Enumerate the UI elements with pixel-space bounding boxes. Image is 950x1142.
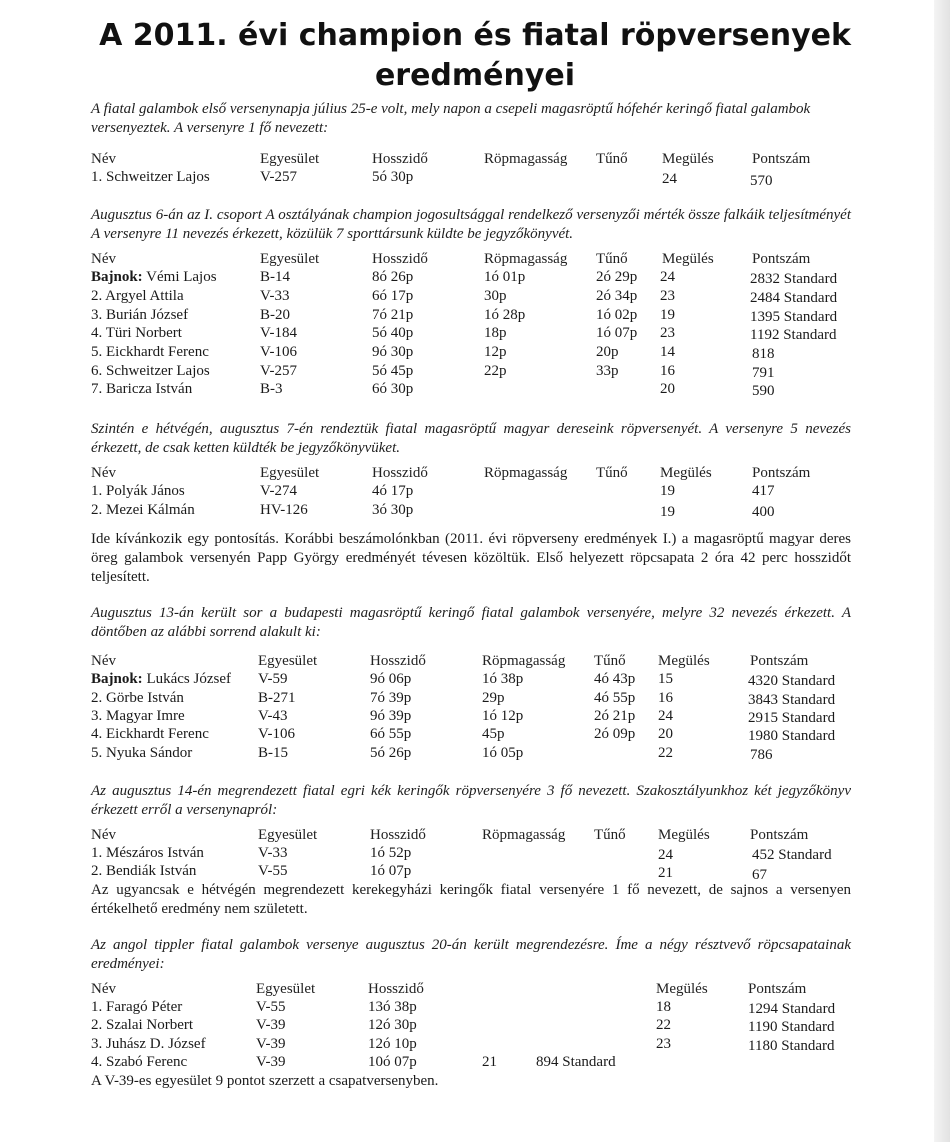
table-row — [0, 501, 950, 520]
cell-duration: 12ó 10p — [368, 1036, 417, 1052]
section-5-header-row — [0, 826, 950, 845]
col-points-header: Pontszám — [750, 653, 809, 669]
cell-landing: 24 — [658, 708, 673, 724]
cell-duration: 6ó 17p — [372, 288, 414, 304]
section-6-header-row — [0, 980, 950, 999]
col-landing-header: Megülés — [662, 251, 714, 267]
cell-duration: 5ó 45p — [372, 363, 414, 379]
table-row-champion — [0, 268, 950, 287]
table-row — [0, 168, 950, 187]
cell-height: 22p — [484, 363, 507, 379]
table-row — [0, 324, 950, 343]
cell-name: 2. Szalai Norbert — [91, 1017, 194, 1033]
cell-vanish: 4ó 43p — [594, 671, 636, 687]
cell-club: V-55 — [256, 999, 286, 1015]
col-name-header: Név — [91, 251, 116, 267]
col-name-header: Név — [91, 151, 116, 167]
col-landing-header: Megülés — [656, 981, 708, 997]
section-5-note: Az ugyancsak e hétvégén megrendezett kerekegyházi keringők fiatal versenyére 1 fő nevezett, de sajnos a versenyen értékelhető eredmény nem született. — [91, 882, 851, 917]
cell-club: V-184 — [260, 325, 297, 341]
table-row — [0, 689, 950, 708]
col-vanish-header: Tűnő — [596, 465, 628, 481]
cell-club: V-33 — [258, 845, 288, 861]
table-row — [0, 998, 950, 1017]
table-row — [0, 707, 950, 726]
cell-height: 1ó 28p — [484, 307, 526, 323]
cell-club: V-39 — [256, 1017, 286, 1033]
cell-points: 590 — [752, 383, 775, 399]
col-club-header: Egyesület — [260, 251, 320, 267]
table-row — [0, 306, 950, 325]
table-row — [0, 1016, 950, 1035]
col-vanish-header: Tűnő — [596, 151, 628, 167]
cell-landing: 14 — [660, 344, 675, 360]
col-club-header: Egyesület — [258, 827, 318, 843]
col-height-header: Röpmagasság — [484, 465, 568, 481]
cell-vanish: 2ó 09p — [594, 726, 636, 742]
cell-points: 4320 Standard — [748, 673, 836, 689]
cell-club: V-59 — [258, 671, 288, 687]
section-1-header-row — [0, 150, 950, 169]
cell-landing: 24 — [660, 269, 675, 285]
champion-label: Bajnok: — [91, 671, 143, 687]
cell-duration: 7ó 21p — [372, 307, 414, 323]
cell-height: 1ó 38p — [482, 671, 524, 687]
col-duration-header: Hosszidő — [372, 151, 428, 167]
cell-vanish: 20p — [596, 344, 619, 360]
cell-club: V-274 — [260, 483, 297, 499]
col-vanish-header: Tűnő — [596, 251, 628, 267]
cell-landing: 21 — [658, 865, 673, 881]
col-height-header: Röpmagasság — [482, 827, 566, 843]
cell-duration: 1ó 07p — [370, 863, 412, 879]
section-5-intro: Az augusztus 14-én megrendezett fiatal egri kék keringők röpversenyére 3 fő nevezett. Szakosztályunkhoz két jegyzőkönyv érkezett erről a versenynapról: — [91, 783, 851, 818]
cell-name: 3. Magyar Imre — [91, 708, 185, 724]
cell-vanish: 2ó 21p — [594, 708, 636, 724]
cell-name: 5. Nyuka Sándor — [91, 745, 193, 761]
cell-points: 570 — [750, 173, 773, 189]
cell-points: 452 Standard — [752, 847, 832, 863]
cell-name: 3. Burián József — [91, 307, 189, 323]
cell-height: 12p — [484, 344, 507, 360]
cell-landing: 22 — [658, 745, 673, 761]
col-landing-header: Megülés — [658, 827, 710, 843]
cell-points: 417 — [752, 483, 775, 499]
col-height-header: Röpmagasság — [482, 653, 566, 669]
cell-name: 4. Eickhardt Ferenc — [91, 726, 209, 742]
cell-duration: 3ó 30p — [372, 502, 414, 518]
cell-points: 2484 Standard — [750, 290, 838, 306]
table-row — [0, 862, 950, 881]
col-club-header: Egyesület — [258, 653, 318, 669]
cell-name: 1. Faragó Péter — [91, 999, 183, 1015]
col-vanish-header: Tűnő — [594, 653, 626, 669]
cell-height: 1ó 05p — [482, 745, 524, 761]
cell-name: 7. Baricza István — [91, 381, 193, 397]
cell-vanish: 2ó 34p — [596, 288, 638, 304]
cell-points: 1192 Standard — [750, 327, 837, 343]
cell-points: 791 — [752, 365, 775, 381]
cell-name: Bajnok: Vémi Lajos — [91, 269, 217, 285]
col-name-header: Név — [91, 653, 116, 669]
section-2-header-row — [0, 250, 950, 269]
cell-name: 4. Szabó Ferenc — [91, 1054, 188, 1070]
cell-club: V-43 — [258, 708, 288, 724]
cell-landing: 22 — [656, 1017, 671, 1033]
cell-club: B-271 — [258, 690, 296, 706]
table-row — [0, 362, 950, 381]
cell-landing: 23 — [660, 325, 675, 341]
table-row — [0, 844, 950, 863]
col-landing-header: Megülés — [662, 151, 714, 167]
col-points-header: Pontszám — [748, 981, 807, 997]
col-name-header: Név — [91, 827, 116, 843]
col-points-header: Pontszám — [752, 151, 811, 167]
section-4-header-row — [0, 652, 950, 671]
cell-club: B-15 — [258, 745, 288, 761]
cell-duration: 9ó 06p — [370, 671, 412, 687]
cell-landing: 19 — [660, 504, 675, 520]
col-vanish-header: Tűnő — [594, 827, 626, 843]
page-title-line-2: eredményei — [374, 58, 576, 93]
table-row — [0, 744, 950, 763]
col-points-header: Pontszám — [752, 251, 811, 267]
cell-landing: 23 — [660, 288, 675, 304]
cell-vanish: 33p — [596, 363, 619, 379]
cell-duration: 5ó 30p — [372, 169, 414, 185]
cell-name: 2. Bendiák István — [91, 863, 197, 879]
cell-points: 1180 Standard — [748, 1038, 835, 1054]
col-landing-header: Megülés — [660, 465, 712, 481]
table-row — [0, 287, 950, 306]
table-row — [0, 1053, 950, 1072]
cell-points: 1294 Standard — [748, 1001, 836, 1017]
cell-points: 3843 Standard — [748, 692, 836, 708]
cell-club: V-257 — [260, 169, 297, 185]
cell-club: V-55 — [258, 863, 288, 879]
cell-points: 2915 Standard — [748, 710, 836, 726]
cell-points: 1395 Standard — [750, 309, 838, 325]
cell-points: 786 — [750, 747, 773, 763]
cell-height: 29p — [482, 690, 505, 706]
cell-vanish: 4ó 55p — [594, 690, 636, 706]
cell-points: 894 Standard — [536, 1054, 616, 1070]
col-duration-header: Hosszidő — [368, 981, 424, 997]
col-points-header: Pontszám — [752, 465, 811, 481]
cell-landing: 16 — [660, 363, 675, 379]
cell-landing: 20 — [658, 726, 673, 742]
col-duration-header: Hosszidő — [370, 653, 426, 669]
cell-vanish: 1ó 02p — [596, 307, 638, 323]
cell-points: 2832 Standard — [750, 271, 838, 287]
cell-name: 2. Argyel Attila — [91, 288, 184, 304]
cell-club: B-3 — [260, 381, 283, 397]
cell-height: 1ó 12p — [482, 708, 524, 724]
table-row — [0, 1035, 950, 1054]
cell-name: 2. Mezei Kálmán — [91, 502, 195, 518]
cell-name: 1. Schweitzer Lajos — [91, 169, 210, 185]
correction-note: Ide kívánkozik egy pontosítás. Korábbi beszámolónkban (2011. évi röpverseny eredmények I.) a magasröptű magyar deres öreg galambok versenyén Papp György eredményét tévesen közöltük. Első helyezett röpcsapata 2 óra 42 perc hosszidőt teljesített. — [91, 531, 851, 585]
cell-duration: 8ó 26p — [372, 269, 414, 285]
section-6-note: A V-39-es egyesület 9 pontot szerzett a csapatversenyben. — [91, 1073, 439, 1089]
cell-height: 18p — [484, 325, 507, 341]
section-3-header-row — [0, 464, 950, 483]
cell-duration: 4ó 17p — [372, 483, 414, 499]
section-2-intro: Augusztus 6-án az I. csoport A osztályának champion jogosultsággal rendelkező versenyzői mérték össze falkáik teljesítményét A versenyre 11 nevezés érkezett, közülük 7 sporttársunk küldte be jegyzőkönyvét. — [91, 207, 851, 242]
section-3-intro: Szintén e hétvégén, augusztus 7-én rendeztük fiatal magasröptű magyar dereseink röpversenyét. A versenyre 5 nevezés érkezett, de csak ketten küldték be jegyzőkönyvüket. — [91, 421, 851, 456]
cell-club: HV-126 — [260, 502, 308, 518]
cell-duration: 10ó 07p — [368, 1054, 417, 1070]
cell-club: V-33 — [260, 288, 290, 304]
cell-club: V-257 — [260, 363, 297, 379]
table-row — [0, 725, 950, 744]
cell-points: 400 — [752, 504, 775, 520]
cell-duration: 5ó 26p — [370, 745, 412, 761]
cell-vanish: 1ó 07p — [596, 325, 638, 341]
cell-club: B-14 — [260, 269, 290, 285]
cell-landing: 18 — [656, 999, 671, 1015]
cell-landing: 24 — [658, 847, 673, 863]
col-duration-header: Hosszidő — [372, 465, 428, 481]
cell-club: V-39 — [256, 1054, 286, 1070]
section-4-intro: Augusztus 13-án került sor a budapesti magasröptű keringő fiatal galambok versenyére, melyre 32 nevezés érkezett. A döntőben az alábbi sorrend alakult ki: — [91, 605, 851, 640]
cell-landing: 19 — [660, 483, 675, 499]
col-club-header: Egyesület — [260, 151, 320, 167]
cell-vanish: 2ó 29p — [596, 269, 638, 285]
cell-name: 5. Eickhardt Ferenc — [91, 344, 209, 360]
section-1-intro: A fiatal galambok első versenynapja július 25-e volt, mely napon a csepeli magasröptű hófehér keringő fiatal galambok versenyeztek. A versenyre 1 fő nevezett: — [91, 101, 811, 136]
col-club-header: Egyesület — [256, 981, 316, 997]
cell-landing: 23 — [656, 1036, 671, 1052]
cell-landing: 19 — [660, 307, 675, 323]
page-title-line-1: A 2011. évi champion és fiatal röpversenyek — [99, 18, 851, 53]
cell-landing: 16 — [658, 690, 673, 706]
cell-landing: 20 — [660, 381, 675, 397]
cell-name: 1. Mészáros István — [91, 845, 204, 861]
cell-landing: 15 — [658, 671, 673, 687]
cell-height: 30p — [484, 288, 507, 304]
cell-duration: 9ó 39p — [370, 708, 412, 724]
table-row — [0, 482, 950, 501]
col-name-header: Név — [91, 465, 116, 481]
col-height-header: Röpmagasság — [484, 151, 568, 167]
cell-duration: 7ó 39p — [370, 690, 412, 706]
cell-name: 1. Polyák János — [91, 483, 185, 499]
cell-points: 818 — [752, 346, 775, 362]
cell-duration: 5ó 40p — [372, 325, 414, 341]
cell-points: 67 — [752, 867, 767, 883]
cell-landing: 21 — [482, 1054, 497, 1070]
col-duration-header: Hosszidő — [372, 251, 428, 267]
cell-points: 1190 Standard — [748, 1019, 835, 1035]
cell-club: V-106 — [258, 726, 295, 742]
cell-name: 4. Türi Norbert — [91, 325, 182, 341]
table-row — [0, 343, 950, 362]
cell-duration: 12ó 30p — [368, 1017, 417, 1033]
table-row-champion — [0, 670, 950, 689]
cell-duration: 9ó 30p — [372, 344, 414, 360]
table-row — [0, 380, 950, 399]
cell-duration: 13ó 38p — [368, 999, 417, 1015]
cell-duration: 6ó 30p — [372, 381, 414, 397]
cell-club: V-106 — [260, 344, 297, 360]
cell-name: 6. Schweitzer Lajos — [91, 363, 210, 379]
col-duration-header: Hosszidő — [370, 827, 426, 843]
section-6-intro: Az angol tippler fiatal galambok versenye augusztus 20-án került megrendezésre. Íme a négy résztvevő röpcsapatainak eredményei: — [91, 937, 851, 972]
champion-label: Bajnok: — [91, 269, 143, 285]
cell-club: V-39 — [256, 1036, 286, 1052]
cell-points: 1980 Standard — [748, 728, 836, 744]
cell-name: 3. Juhász D. József — [91, 1036, 206, 1052]
col-landing-header: Megülés — [658, 653, 710, 669]
cell-name: Bajnok: Lukács József — [91, 671, 231, 687]
col-name-header: Név — [91, 981, 116, 997]
col-height-header: Röpmagasság — [484, 251, 568, 267]
cell-height: 1ó 01p — [484, 269, 526, 285]
cell-height: 45p — [482, 726, 505, 742]
col-points-header: Pontszám — [750, 827, 809, 843]
cell-duration: 1ó 52p — [370, 845, 412, 861]
cell-name: 2. Görbe István — [91, 690, 184, 706]
col-club-header: Egyesület — [260, 465, 320, 481]
cell-landing: 24 — [662, 171, 677, 187]
cell-duration: 6ó 55p — [370, 726, 412, 742]
cell-club: B-20 — [260, 307, 290, 323]
